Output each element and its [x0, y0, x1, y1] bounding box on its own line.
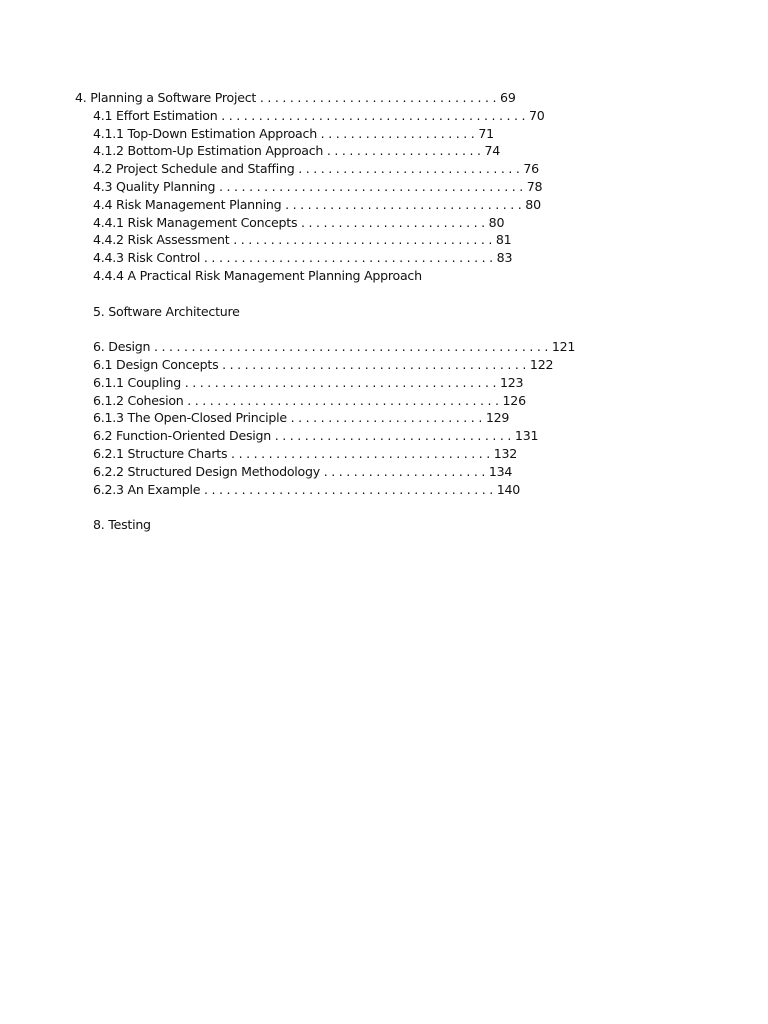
toc-entry-4-1-2: 4.1.2 Bottom-Up Estimation Approach . . . . . . . . . . . . . . . . . . . . . 74 — [93, 143, 501, 159]
toc-entry-5: 5. Software Architecture — [93, 303, 240, 319]
toc-spacer — [75, 320, 575, 338]
toc-entry-6-1: 6.1 Design Concepts . . . . . . . . . . . . . . . . . . . . . . . . . . . . . . . . . . . . . . . . . 122 — [93, 356, 554, 372]
toc-entry-4-4-4: 4.4.4 A Practical Risk Management Planning Approach — [93, 267, 422, 283]
toc-entry-6-1-3: 6.1.3 The Open-Closed Principle . . . . . . . . . . . . . . . . . . . . . . . . . . 129 — [93, 410, 510, 426]
toc-entry-4-4-3: 4.4.3 Risk Control . . . . . . . . . . . . . . . . . . . . . . . . . . . . . . . . . . . . . . . 83 — [93, 250, 513, 266]
toc-entry-6-1-1: 6.1.1 Coupling . . . . . . . . . . . . . . . . . . . . . . . . . . . . . . . . . . . . . . . . . . 123 — [93, 374, 524, 390]
table-of-contents — [75, 89, 575, 534]
toc-entry-4-4: 4.4 Risk Management Planning . . . . . . . . . . . . . . . . . . . . . . . . . . . . . . . . 80 — [93, 196, 541, 212]
toc-entry-4-3: 4.3 Quality Planning . . . . . . . . . . . . . . . . . . . . . . . . . . . . . . . . . . . . . . . . . 78 — [93, 178, 543, 194]
toc-entry-4-1: 4.1 Effort Estimation . . . . . . . . . . . . . . . . . . . . . . . . . . . . . . . . . . . . . . . . . 70 — [93, 107, 545, 123]
toc-entry-6-2-3: 6.2.3 An Example . . . . . . . . . . . . . . . . . . . . . . . . . . . . . . . . . . . . . . . 140 — [93, 481, 521, 497]
toc-entry-8: 8. Testing — [93, 517, 151, 533]
toc-entry-4-2: 4.2 Project Schedule and Staffing . . . . . . . . . . . . . . . . . . . . . . . . . . . . . . 76 — [93, 161, 539, 177]
toc-spacer — [75, 498, 575, 516]
toc-entry-6-1-2: 6.1.2 Cohesion . . . . . . . . . . . . . . . . . . . . . . . . . . . . . . . . . . . . . . . . . . 126 — [93, 392, 526, 408]
toc-entry-4-1-1: 4.1.1 Top-Down Estimation Approach . . . . . . . . . . . . . . . . . . . . . 71 — [93, 125, 494, 141]
toc-entry-6-2-1: 6.2.1 Structure Charts . . . . . . . . . . . . . . . . . . . . . . . . . . . . . . . . . . . 132 — [93, 445, 518, 461]
toc-entry-6: 6. Design . . . . . . . . . . . . . . . . . . . . . . . . . . . . . . . . . . . . . . . . . . . . . . . . . . . . . 121 — [93, 339, 576, 355]
toc-entry-6-2-2: 6.2.2 Structured Design Methodology . . . . . . . . . . . . . . . . . . . . . . 134 — [93, 463, 513, 479]
toc-spacer — [75, 285, 575, 303]
toc-entry-4-4-1: 4.4.1 Risk Management Concepts . . . . . . . . . . . . . . . . . . . . . . . . . 80 — [93, 214, 505, 230]
toc-entry-6-2: 6.2 Function-Oriented Design . . . . . . . . . . . . . . . . . . . . . . . . . . . . . . . . 131 — [93, 428, 539, 444]
toc-entry-4-4-2: 4.4.2 Risk Assessment . . . . . . . . . . . . . . . . . . . . . . . . . . . . . . . . . . . 81 — [93, 232, 512, 248]
toc-entry-4: 4. Planning a Software Project . . . . . . . . . . . . . . . . . . . . . . . . . . . . . . . . 69 — [75, 90, 516, 105]
